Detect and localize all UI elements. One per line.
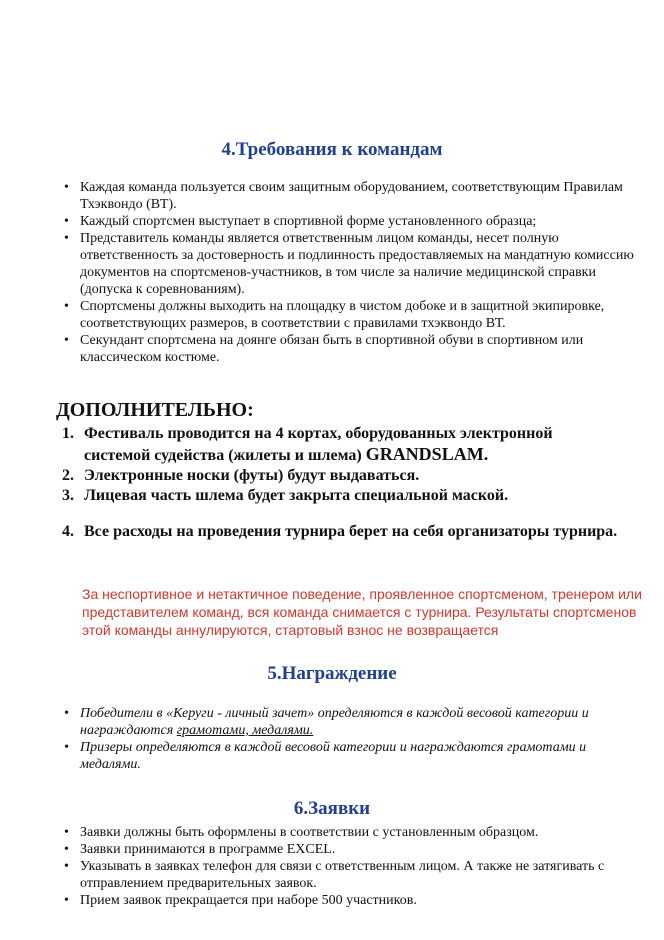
list-item [62,486,622,506]
list-item [62,522,622,542]
item-text: Все расходы на проведения турнира берет на себя организаторы турнира. [84,523,618,540]
list-item: • Прием заявок прекращается при наборе 500 участников. [58,892,648,909]
additional-list [62,424,622,542]
list-item: • Каждая команда пользуется своим защитным оборудованием, соответствующим Правилам Тхэквондо (ВТ). [58,179,648,213]
list-item: • Заявки должны быть оформлены в соответствии с установленным образцом. [58,824,648,841]
list-item: • Представитель команды является ответственным лицом команды, несет полную ответственность за достоверность и подлинность предоставляемых на мандатную комиссию документов на спортсменов-участников, в том числе за наличие медицинской справки (допуска к соревнованиям). [58,230,648,298]
list-item: • Каждый спортсмен выступает в спортивной форме установленного образца; [58,213,648,230]
item-number: 4. [62,523,74,540]
section-5-title: 5.Награждение [267,663,397,684]
section-5-list [58,705,648,773]
additional-title: ДОПОЛНИТЕЛЬНО: [56,399,254,421]
item-number: 1. [62,425,74,442]
list-item [62,466,622,486]
disqualification-warning: За неспортивное и нетактичное поведение, проявленное спортсменом, тренером или представителем команд, вся команда снимается с турнира. Результаты спортсменов этой команды аннулируются, стартовый взнос не возвращается [82,586,642,638]
list-item [62,424,622,466]
list-item: • Заявки принимаются в программе EXCEL. [58,841,648,858]
section-6-list [58,824,648,909]
item-text: Электронные носки (футы) будут выдаваться. [84,467,420,484]
item-number: 3. [62,487,74,504]
list-item: • Спортсмены должны выходить на площадку в чистом добоке и в защитной экипировке, соответствующих размеров, в соответствии с правилами тхэквондо ВТ. [58,298,648,332]
section-4-list [58,179,648,366]
item-text-underlined: грамотами, медалями. [176,723,314,738]
section-6-title: 6.Заявки [293,798,371,819]
item-text: Фестиваль проводится на 4 кортах, оборудованных электронной системой судейства (жилеты и шлема) [84,425,553,464]
list-item [58,705,648,739]
item-text-tail: GRANDSLAM. [365,444,489,464]
item-number: 2. [62,467,74,484]
item-text: Лицевая часть шлема будет закрыта специальной маской. [84,487,509,504]
list-item: • Указывать в заявках телефон для связи с ответственным лицом. А также не затягивать с отправлением предварительных заявок. [58,858,648,892]
list-item: • Секундант спортсмена на доянге обязан быть в спортивной обуви в спортивном или классическом костюме. [58,332,648,366]
section-4-title: 4.Требования к командам [221,139,443,160]
item-text: Победители в «Керуги - личный зачет» определяются в каждой весовой категории и награждаются [80,706,589,738]
list-item: • Призеры определяются в каждой весовой категории и награждаются грамотами и медалями. [58,739,648,773]
